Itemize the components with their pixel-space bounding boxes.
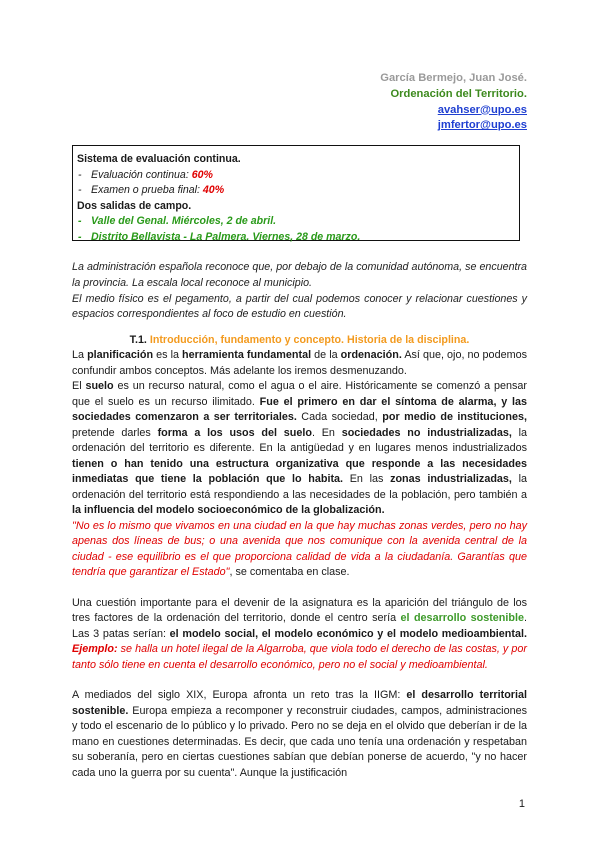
author-name: García Bermejo, Juan José. xyxy=(380,72,527,84)
section-title: T.1. Introducción, fundamento y concepto. Historia de la disciplina. xyxy=(129,334,470,346)
field-trips-title: Dos salidas de campo. xyxy=(77,199,192,212)
list-item: - Examen o prueba final: 40% xyxy=(77,183,513,199)
quote-paragraph: "No es lo mismo que vivamos en una ciudad en la que hay muchas zonas verdes, pero no hay apenas dos líneas de bus; o una avenida que nos comunique con la avenida central de la ciudad - ese equilibrio es el que proporciona calidad de vida a la ciudadanía. Garantías que tendría que garantizar el Estado", se comentaba en clase. xyxy=(72,519,527,578)
evaluation-title: Sistema de evaluación continua. xyxy=(77,153,241,165)
document-header xyxy=(380,71,527,134)
intro-paragraph: El medio físico es el pegamento, a partir del cual podemos conocer y relacionar cuestiones y espacios correspondientes al foco de estudio en cuestión. xyxy=(72,292,527,321)
evaluation-box xyxy=(72,145,520,241)
course-subject: Ordenación del Territorio. xyxy=(390,87,527,100)
list-item: - Valle del Genal. Miércoles, 2 de abril. xyxy=(77,214,513,230)
intro-paragraph: La administración española reconoce que, por debajo de la comunidad autónoma, se encuentra la provincia. La escala local reconoce al municipio. xyxy=(72,261,527,289)
list-item: - Distrito Bellavista - La Palmera. Viernes, 28 de marzo. xyxy=(77,230,513,246)
evaluation-list xyxy=(77,168,513,199)
paragraph: La planificación es la herramienta fundamental de la ordenación. Así que, ojo, no podemos confundir ambos conceptos. Más adelante los iremos desmenuzando. xyxy=(72,349,527,377)
field-trips-list xyxy=(77,214,513,245)
email-link[interactable]: avahser@upo.es xyxy=(437,103,527,116)
document-body xyxy=(72,348,527,781)
paragraph: A mediados del siglo XIX, Europa afronta un reto tras la IIGM: el desarrollo territorial sostenible. Europa empieza a recomponer y reconstruir ciudades, campos, administraciones y todo el escenario de lo público y lo privado. Pero no se deja en el olvido que deberían ir de la mano en cuestiones determinadas. Es decir, que cada uno tenía una ordenación y respetaban su soberanía, pero en ciertas cuestiones sabían que debían ponerse de acuerdo, "y no hacer cada uno la guerra por su cuenta". Aunque la justificación xyxy=(72,689,527,779)
paragraph: Una cuestión importante para el devenir de la asignatura es la aparición del triángulo de los tres factores de la ordenación del territorio, donde el centro sería el desarrollo sostenible. Las 3 patas serían: el modelo social, el modelo económico y el modelo medioambiental. Ejemplo: se halla un hotel ilegal de la Algarroba, que viola todo el derecho de las costas, y por tanto sólo tiene en cuenta el desarrollo económico, pero no el social y medioambiental. xyxy=(72,596,527,671)
list-item: - Evaluación continua: 60% xyxy=(77,168,513,184)
paragraph: El suelo es un recurso natural, como el agua o el aire. Históricamente se comenzó a pensar que el suelo es un recurso ilimitado. Fue el primero en dar el síntoma de alarma, y las sociedades comenzaron a ser territoriales. Cada sociedad, por medio de instituciones, pretende darles forma a los usos del suelo. En sociedades no industrializadas, la ordenación del territorio es diferente. En la antigüedad y en lugares menos industrializados tienen o han tenido una estructura organizativa que responde a las necesidades inmediatas que tiene la población que lo habita. En las zonas industrializadas, la ordenación del territorio está respondiendo a las necesidades de la población, pero también a la influencia del modelo socioeconómico de la globalización. xyxy=(72,380,528,516)
intro-paragraphs xyxy=(72,260,527,323)
page-number: 1 xyxy=(518,798,525,810)
email-link[interactable]: jmfertor@upo.es xyxy=(437,119,527,132)
